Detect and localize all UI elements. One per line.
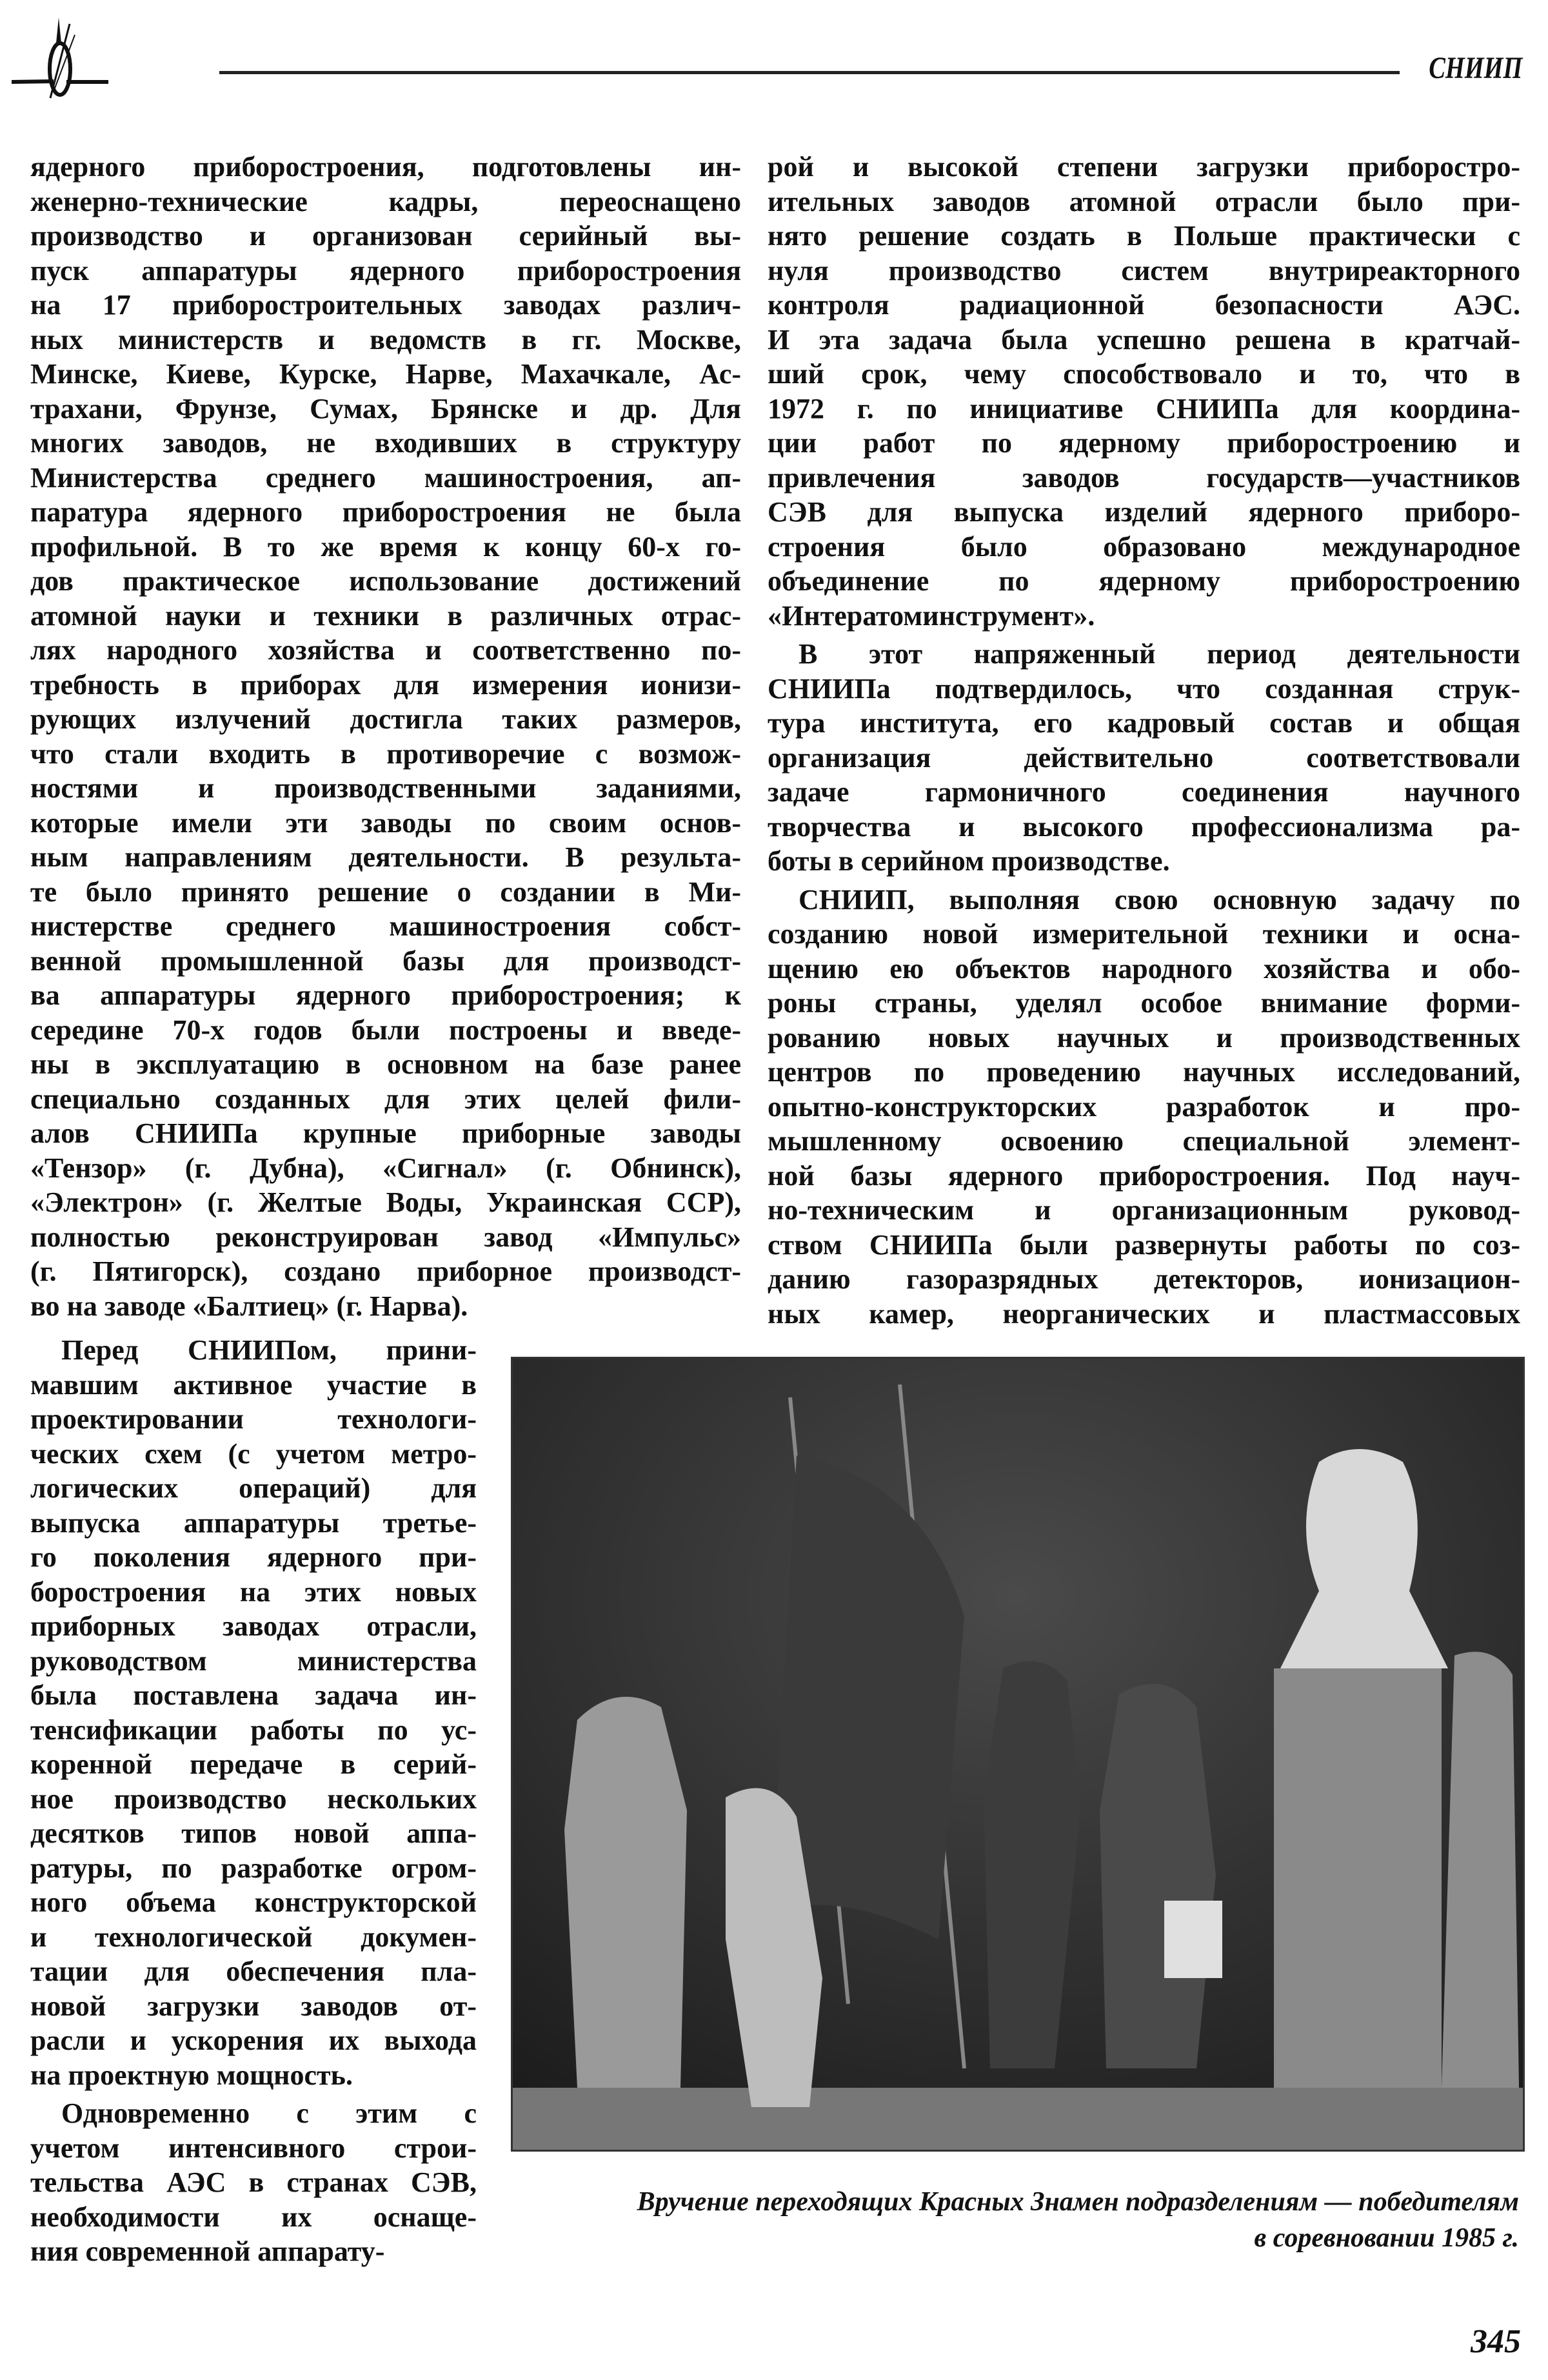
- text-line: Минске, Киеве, Курске, Нарве, Махачкале, Ас-: [30, 358, 741, 390]
- text-line: Перед СНИИПом, прини-: [61, 1334, 477, 1366]
- text-line: ностями и производственными заданиями,: [30, 772, 741, 804]
- text-line: тельства АЭС в странах СЭВ,: [30, 2166, 477, 2198]
- text-line: ного объема конструкторской: [30, 1886, 477, 1918]
- text-line: алов СНИИПа крупные приборные заводы: [30, 1117, 741, 1149]
- text-line: 1972 г. по инициативе СНИИПа для координа-: [768, 392, 1520, 425]
- text-line: «Тензор» (г. Дубна), «Сигнал» (г. Обнинск),: [30, 1152, 741, 1184]
- text-line: данию газоразрядных детекторов, ионизацион-: [768, 1263, 1520, 1295]
- paragraph: [30, 150, 741, 1323]
- paragraph: [30, 1333, 477, 2092]
- text-line: нуля производство систем внутриреакторного: [768, 254, 1520, 286]
- text-line: организация действительно соответствовали: [768, 741, 1520, 774]
- text-line: трахани, Фрунзе, Сумах, Брянске и др. Для: [30, 392, 741, 425]
- text-line: мавшим активное участие в: [30, 1368, 477, 1401]
- text-line: логических операций) для: [30, 1472, 477, 1504]
- text-line: щению ею объектов народного хозяйства и обо-: [768, 952, 1520, 985]
- text-line: го поколения ядерного при-: [30, 1541, 477, 1573]
- text-line: нято решение создать в Польше практически с: [768, 220, 1520, 252]
- text-line: объединение по ядерному приборостроению: [768, 565, 1520, 597]
- text-line: была поставлена задача ин-: [30, 1679, 477, 1711]
- text-line: рующих излучений достигла таких размеров,: [30, 703, 741, 735]
- text-line: профильной. В то же время к концу 60-х го-: [30, 530, 741, 563]
- text-line: творчества и высокого профессионализма ра-: [768, 810, 1520, 843]
- text-line: СНИИП, выполняя свою основную задачу по: [799, 883, 1520, 915]
- header-rule: [219, 71, 1400, 74]
- text-line: ва аппаратуры ядерного приборостроения; к: [30, 979, 741, 1011]
- text-line: ным направлениям деятельности. В результа-: [30, 841, 741, 873]
- text-line: И эта задача была успешно решена в кратчай-: [768, 323, 1520, 355]
- text-line: ных министерств и ведомств в гг. Москве,: [30, 323, 741, 355]
- text-line: десятков типов новой аппа-: [30, 1817, 477, 1849]
- text-line: венной промышленной базы для производст-: [30, 945, 741, 977]
- text-line: ных камер, неорганических и пластмассовых: [768, 1297, 1520, 1330]
- text-line: учетом интенсивного строи-: [30, 2132, 477, 2164]
- paragraph: [768, 150, 1520, 633]
- text-line: но-техническим и организационным руковод-: [768, 1194, 1520, 1226]
- text-line: пуск аппаратуры ядерного приборостроения: [30, 254, 741, 286]
- text-line: ший срок, чему способствовало и то, что в: [768, 358, 1520, 390]
- text-line: тации для обеспечения пла-: [30, 1955, 477, 1987]
- text-line: которые имели эти заводы по своим основ-: [30, 806, 741, 839]
- text-line: задаче гармоничного соединения научного: [768, 776, 1520, 808]
- text-line: специально созданных для этих целей фили-: [30, 1083, 741, 1115]
- text-line: коренной передаче в серий-: [30, 1748, 477, 1780]
- text-line: женерно-технические кадры, переоснащено: [30, 185, 741, 217]
- text-line: ядерного приборостроения, подготовлены ин-: [30, 151, 741, 183]
- paragraph: [768, 883, 1520, 1332]
- text-line: на 17 приборостроительных заводах различ-: [30, 289, 741, 321]
- text-line: на проектную мощность.: [30, 2059, 353, 2091]
- text-line: ительных заводов атомной отрасли было при-: [768, 185, 1520, 217]
- page-number: 345: [1471, 2323, 1521, 2360]
- ceremony-photo: [511, 1357, 1525, 2152]
- text-line: необходимости их оснаще-: [30, 2201, 477, 2233]
- text-line: проектировании технологи-: [30, 1403, 477, 1435]
- text-line: мышленному освоению специальной элемент-: [768, 1125, 1520, 1157]
- photo-caption: [513, 2184, 1519, 2256]
- text-line: паратура ядерного приборостроения не была: [30, 496, 741, 528]
- text-line: В этот напряженный период деятельности: [799, 638, 1520, 670]
- text-line: созданию новой измерительной техники и осна-: [768, 918, 1520, 950]
- text-line: середине 70-х годов были построены и введе-: [30, 1014, 741, 1046]
- text-line: выпуска аппаратуры третье-: [30, 1506, 477, 1539]
- text-line: руководством министерства: [30, 1645, 477, 1677]
- text-line: полностью реконструирован завод «Импульс»: [30, 1221, 741, 1253]
- text-line: СНИИПа подтвердилось, что созданная струк-: [768, 672, 1520, 705]
- text-line: рой и высокой степени загрузки приборостро-: [768, 151, 1520, 183]
- text-line: ной базы ядерного приборостроения. Под науч-: [768, 1159, 1520, 1192]
- text-line: рованию новых научных и производственных: [768, 1021, 1520, 1054]
- text-line: ции работ по ядерному приборостроению и: [768, 427, 1520, 459]
- text-line: те было принято решение о создании в Ми-: [30, 875, 741, 908]
- running-head: СНИИП: [1428, 51, 1522, 85]
- text-line: роны страны, уделял особое внимание форми-: [768, 987, 1520, 1019]
- text-line: ния современной аппарату-: [30, 2235, 385, 2267]
- text-line: боростроения на этих новых: [30, 1575, 477, 1608]
- text-line: «Электрон» (г. Желтые Воды, Украинская ССР),: [30, 1186, 741, 1218]
- text-line: многих заводов, не входивших в структуру: [30, 427, 741, 459]
- right-column: [768, 150, 1520, 1331]
- caption-line-1: Вручение переходящих Красных Знамен подразделениям — победителям: [637, 2187, 1519, 2217]
- text-line: «Интератоминструмент».: [768, 599, 1095, 632]
- text-line: производство и организован серийный вы-: [30, 220, 741, 252]
- text-line: (г. Пятигорск), создано приборное производст-: [30, 1255, 741, 1287]
- text-line: опытно-конструкторских разработок и про-: [768, 1090, 1520, 1123]
- text-line: строения было образовано международное: [768, 530, 1520, 563]
- text-line: что стали входить в противоречие с возмож-: [30, 737, 741, 770]
- text-line: дов практическое использование достижений: [30, 565, 741, 597]
- text-line: лях народного хозяйства и соответственно по-: [30, 634, 741, 666]
- caption-line-2: в соревновании 1985 г.: [1254, 2223, 1519, 2253]
- text-line: приборных заводах отрасли,: [30, 1610, 477, 1642]
- text-line: атомной науки и техники в различных отрас-: [30, 599, 741, 632]
- text-line: тура института, его кадровый состав и общая: [768, 707, 1520, 739]
- text-line: ством СНИИПа были развернуты работы по соз-: [768, 1228, 1520, 1261]
- text-line: ратуры, по разработке огром-: [30, 1852, 477, 1884]
- text-line: ны в эксплуатацию в основном на базе ранее: [30, 1048, 741, 1080]
- text-line: Министерства среднего машиностроения, ап-: [30, 461, 741, 494]
- text-line: Одновременно с этим с: [61, 2097, 477, 2129]
- text-line: и технологической докумен-: [30, 1921, 477, 1953]
- text-line: во на заводе «Балтиец» (г. Нарва).: [30, 1290, 468, 1322]
- text-line: привлечения заводов государств—участников: [768, 461, 1520, 494]
- text-line: требность в приборах для измерения ионизи-: [30, 668, 741, 701]
- text-line: ческих схем (с учетом метро-: [30, 1437, 477, 1470]
- paragraph: [768, 637, 1520, 879]
- text-line: ное производство нескольких: [30, 1783, 477, 1815]
- text-line: боты в серийном производстве.: [768, 845, 1170, 877]
- narrow-column: [30, 1333, 477, 2269]
- text-line: новой загрузки заводов от-: [30, 1990, 477, 2022]
- text-line: СЭВ для выпуска изделий ядерного приборо-: [768, 496, 1520, 528]
- left-column: [30, 150, 741, 1323]
- text-line: нистерстве среднего машиностроения собст-: [30, 910, 741, 942]
- institute-logo-icon: [5, 8, 115, 105]
- text-line: контроля радиационной безопасности АЭС.: [768, 289, 1520, 321]
- text-line: тенсификации работы по ус-: [30, 1714, 477, 1746]
- paragraph: [30, 2096, 477, 2269]
- text-line: центров по проведению научных исследований,: [768, 1056, 1520, 1088]
- text-line: расли и ускорения их выхода: [30, 2025, 477, 2056]
